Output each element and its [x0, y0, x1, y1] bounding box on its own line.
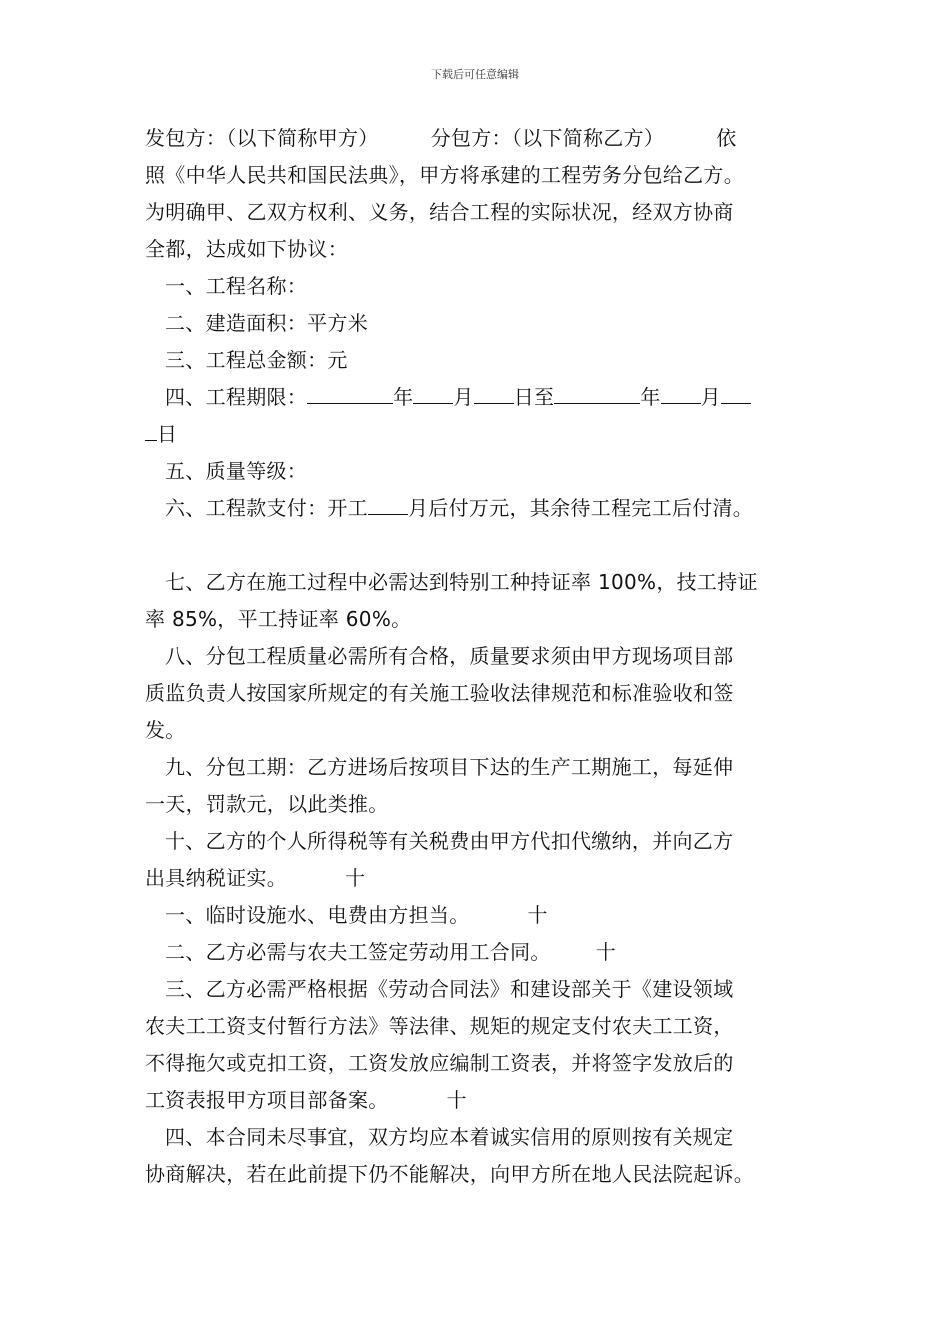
- start-year-unit: 年: [393, 385, 414, 409]
- clause-14-line-1: 四、本合同未尽事宜，双方均应本着诚实信用的原则按有关规定: [165, 1125, 734, 1149]
- clause-12-text: 二、乙方必需与农夫工签定劳动用工合同。: [165, 940, 551, 964]
- ten-marker: 十: [345, 866, 366, 890]
- end-month-blank: [661, 381, 701, 404]
- clause-8-line-2: 质监负责人按国家所规定的有关施工验收法律规范和标准验收和签: [145, 681, 734, 705]
- intro-text-start: 依: [716, 126, 737, 150]
- clause-10-text: 出具纳税证实。: [145, 866, 288, 890]
- end-year-blank: [554, 381, 640, 404]
- clause-total-amount: 三、工程总金额：元: [165, 348, 348, 372]
- clause-12: [145, 934, 825, 971]
- ten-marker: 十: [527, 903, 548, 927]
- clause-project-name: 一、工程名称：: [165, 274, 308, 298]
- clause-13-line-2: 农夫工工资支付暂行方法》等法律、规矩的规定支付农夫工工资，: [145, 1014, 734, 1038]
- clause-13-text: 工资表报甲方项目部备案。: [145, 1088, 389, 1112]
- end-day-unit: 日: [157, 422, 178, 446]
- contractor-label: 发包方：（以下简称甲方）: [145, 126, 379, 150]
- intro-line-4: 全都，达成如下协议：: [145, 237, 348, 261]
- start-month-blank: [413, 381, 453, 404]
- clause-8-line-3: 发。: [145, 718, 186, 742]
- ten-marker: 十: [446, 1088, 467, 1112]
- end-month-unit: 月: [700, 385, 721, 409]
- subcontractor-label: 分包方：（以下简称乙方）: [430, 126, 665, 150]
- clause-9-line-2: 一天，罚款元，以此类推。: [145, 792, 389, 816]
- clause-project-period: [145, 379, 825, 416]
- clause-7-line-1: 七、乙方在施工过程中必需达到特别工种持证率 100%，技工持证: [165, 570, 758, 594]
- page-header-note: 下载后可任意编辑: [431, 68, 519, 81]
- clause-8-line-1: 八、分包工程质量必需所有合格，质量要求须由甲方现场项目部: [165, 644, 734, 668]
- clause-11-text: 一、临时设施水、电费由方担当。: [165, 903, 470, 927]
- clause-9-line-1: 九、分包工期：乙方进场后按项目下达的生产工期施工，每延伸: [165, 755, 734, 779]
- clause-14-line-2: 协商解决，若在此前提下仍不能解决，向甲方所在地人民法院起诉。: [145, 1162, 754, 1186]
- period-label: 四、工程期限：: [165, 385, 308, 409]
- start-month-unit: 月: [453, 385, 474, 409]
- start-day-unit: 日至: [513, 385, 555, 409]
- clause-13-line-4: [145, 1082, 825, 1119]
- clause-11: [145, 897, 825, 934]
- payment-text: 月后付万元，其余待工程完工后付清。: [408, 496, 754, 520]
- clause-13-line-3: 不得拖欠或克扣工资，工资发放应编制工资表，并将签字发放后的: [145, 1051, 734, 1075]
- start-year-blank: [307, 381, 393, 404]
- clause-7-line-2: 率 85%，平工持证率 60%。: [145, 607, 412, 631]
- start-day-blank: [474, 381, 514, 404]
- clause-project-period-cont: [145, 416, 825, 453]
- end-day-blank-part1: [721, 381, 751, 404]
- clause-building-area: 二、建造面积：平方米: [165, 311, 368, 335]
- payment-month-blank: [368, 492, 408, 515]
- payment-label: 六、工程款支付：开工: [165, 496, 368, 520]
- clause-10-line-1: 十、乙方的个人所得税等有关税费由甲方代扣代缴纳，并向乙方: [165, 829, 734, 853]
- intro-line-3: 为明确甲、乙双方权利、义务，结合工程的实际状况，经双方协商: [145, 200, 734, 224]
- end-year-unit: 年: [640, 385, 661, 409]
- contract-body: [145, 120, 825, 1193]
- clause-13-line-1: 三、乙方必需严格根据《劳动合同法》和建设部关于《建设领域: [165, 977, 734, 1001]
- intro-line-2: 照《中华人民共和国民法典》，甲方将承建的工程劳务分包给乙方。: [145, 163, 744, 187]
- intro-line-1: [145, 120, 825, 157]
- ten-marker: 十: [595, 940, 617, 964]
- clause-10-line-2: [145, 860, 825, 897]
- clause-payment: [145, 490, 825, 527]
- clause-quality-grade: 五、质量等级：: [165, 459, 308, 483]
- end-day-blank-part2: [145, 418, 157, 441]
